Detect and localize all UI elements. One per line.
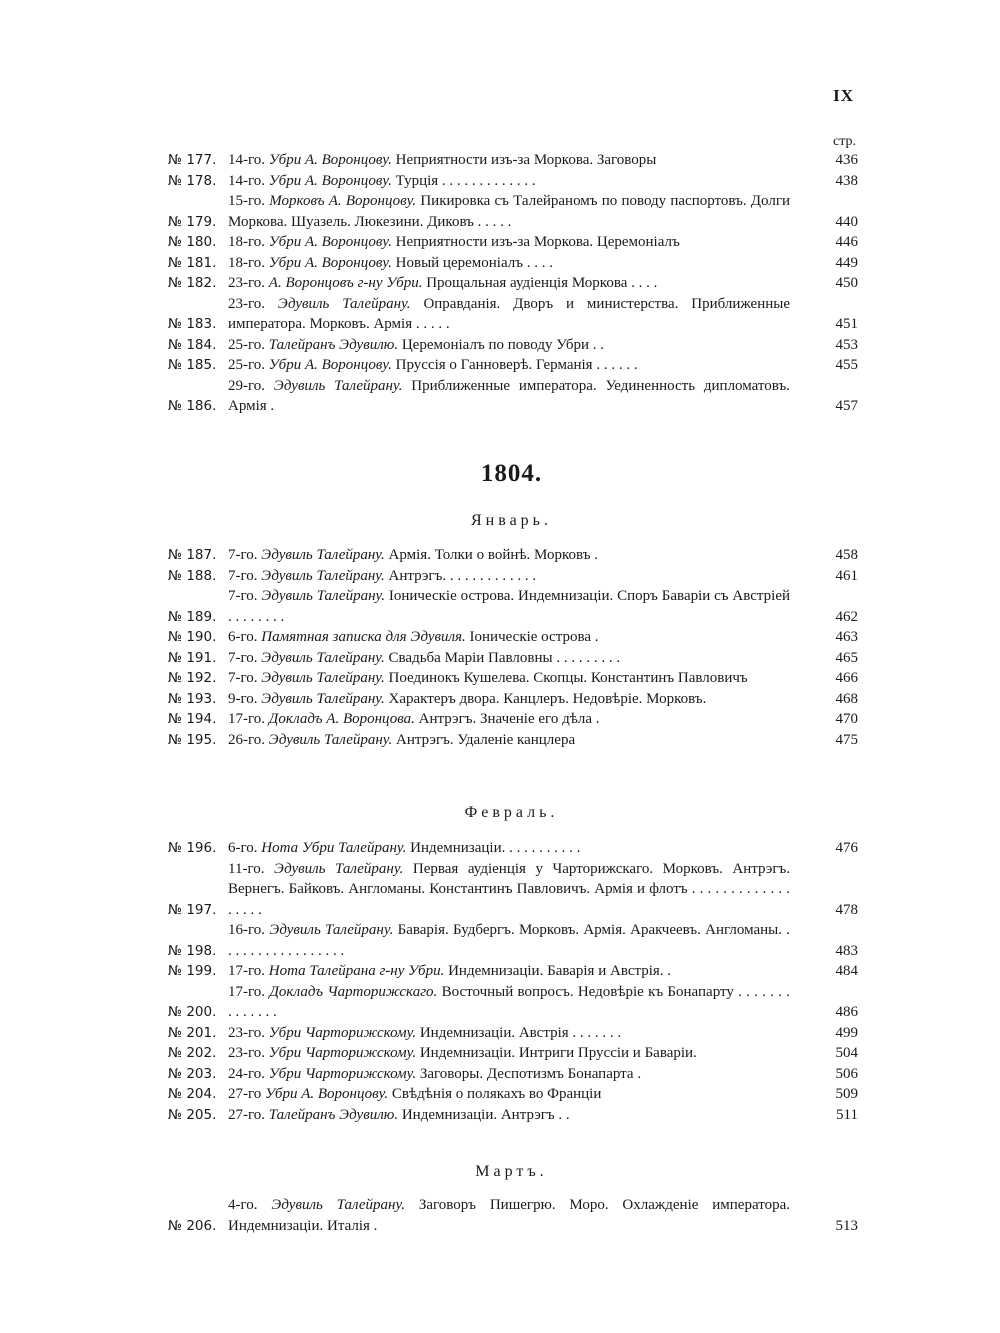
entry-page: 486 <box>835 1004 858 1020</box>
entry-correspondents: Эдувиль Талейрану. <box>274 860 404 877</box>
entry-number: № 205. <box>168 1106 217 1123</box>
entry-page: 446 <box>835 234 858 250</box>
toc-entry <box>168 545 858 566</box>
section-heading-january: Январь. <box>471 512 552 529</box>
toc-entry <box>168 355 858 376</box>
entry-description: Индемнизаціи. . . . . . . . . . . <box>410 840 581 856</box>
entry-description: Неприятности изъ-за Моркова. Церемоніалъ <box>395 234 680 250</box>
entry-description: Свадьба Маріи Павловны . . . . . . . . . <box>388 649 621 666</box>
entry-correspondents: Морковъ А. Воронцову. <box>269 193 417 209</box>
entry-date: 11-го. <box>228 860 265 877</box>
toc-entry <box>168 1084 858 1105</box>
entry-correspondents: Убри Чарторижскому. <box>268 1024 417 1041</box>
entry-description: Армія. Толки о войнѣ. Морковъ . <box>388 547 598 563</box>
entry-description: Характеръ двора. Канцлеръ. Недовѣріе. Морковъ. <box>388 690 707 707</box>
entry-date: 7-го. <box>228 588 258 604</box>
entry-date: 17-го. <box>228 983 266 1000</box>
toc-entry <box>168 253 858 274</box>
entry-description: Пикировка съ Талейраномъ по поводу паспортовъ. Долги Моркова. Шуазель. Люкезини. Диковъ . . . . . <box>228 193 790 230</box>
entry-description: Индемнизаціи. Антрэгъ . . <box>401 1106 570 1123</box>
entry-page: 499 <box>835 1024 858 1041</box>
year-heading: 1804. <box>480 460 543 487</box>
entry-page: 513 <box>835 1217 858 1234</box>
entry-number: № 193. <box>168 690 217 707</box>
toc-entry <box>168 838 858 859</box>
entry-number: № 178. <box>168 172 217 189</box>
entry-date: 23-го. <box>228 295 266 312</box>
entry-correspondents: Докладъ Чарторижскаго. <box>269 983 438 1000</box>
entry-page: 504 <box>835 1045 858 1061</box>
entry-correspondents: Убри А. Воронцову. <box>268 357 392 373</box>
toc-entry <box>168 982 858 1023</box>
entry-number: № 185. <box>168 357 217 373</box>
entry-page: 478 <box>835 901 858 918</box>
toc-entry <box>168 586 858 627</box>
toc-entry <box>168 1043 858 1064</box>
entry-description: Іоническіе острова . <box>469 629 599 645</box>
entry-date: 25-го. <box>228 336 266 353</box>
entry-number: № 194. <box>168 711 217 727</box>
toc-entry <box>168 191 858 232</box>
entry-page: 483 <box>835 942 858 959</box>
entry-page: 462 <box>835 608 858 625</box>
entry-page: 455 <box>835 357 858 373</box>
entry-page: 449 <box>835 254 858 271</box>
entry-description: Восточный вопросъ. Недовѣріе къ Бонапарту . . . . . . . . . . . . . . <box>228 983 791 1020</box>
entry-correspondents: Убри А. Воронцову. <box>268 152 392 168</box>
entry-date: 27-го <box>228 1086 262 1102</box>
entry-page: 438 <box>835 172 858 189</box>
entry-number: № 192. <box>168 670 217 686</box>
toc-entry <box>168 150 858 171</box>
entry-date: 14-го. <box>228 152 266 168</box>
entry-description: Антрэгъ. . . . . . . . . . . . . <box>388 567 537 584</box>
entry-correspondents: Памятная записка для Эдувиля. <box>261 629 466 645</box>
entry-page: 475 <box>835 731 858 748</box>
entry-correspondents: Талейранъ Эдувилю. <box>268 1106 399 1123</box>
entry-date: 16-го. <box>228 922 266 938</box>
toc-entry <box>168 376 858 417</box>
entry-number: № 179. <box>168 213 217 230</box>
entry-page: 461 <box>835 567 858 584</box>
entry-correspondents: Эдувиль Талейрану. <box>261 670 385 686</box>
toc-entry <box>168 668 858 689</box>
entry-page: 453 <box>835 336 858 353</box>
toc-entry <box>168 171 858 192</box>
entry-description: Заговоръ Пишегрю. Моро. Охлажденіе императора. Индемнизаціи. Италія . <box>228 1197 790 1234</box>
entry-date: 14-го. <box>228 172 266 189</box>
entry-date: 15-го. <box>228 193 266 209</box>
entry-correspondents: Убри А. Воронцову. <box>268 172 392 189</box>
entry-page: 450 <box>835 275 858 291</box>
entry-number: № 190. <box>168 629 217 645</box>
entry-number: № 201. <box>168 1024 217 1041</box>
entry-correspondents: Нота Убри Талейрану. <box>261 840 407 856</box>
section-heading-february: Февраль. <box>464 804 559 821</box>
entry-description: Индемнизаціи. Интриги Пруссіи и Баваріи. <box>419 1045 697 1061</box>
entry-correspondents: Убри А. Воронцову. <box>265 1086 389 1102</box>
entry-page: 468 <box>835 690 858 707</box>
entry-correspondents: Убри А. Воронцову. <box>268 234 392 250</box>
entry-description: Неприятности изъ-за Моркова. Заговоры <box>395 152 657 168</box>
entry-date: 9-го. <box>228 690 258 707</box>
entry-number: № 196. <box>168 840 217 856</box>
entry-description: Баварія. Будбергъ. Морковъ. Армія. Аракчеевъ. Англоманы. . . . . . . . . . . . . . . . . . <box>228 922 791 959</box>
entry-description: Церемоніалъ по поводу Убри . . <box>401 336 605 353</box>
entry-description: Поединокъ Кушелева. Скопцы. Константинъ Павловичъ <box>388 670 748 686</box>
page-number: IX <box>833 86 854 105</box>
entry-page: 511 <box>836 1106 858 1123</box>
entry-page: 463 <box>835 629 858 645</box>
toc-entry <box>168 689 858 710</box>
entry-date: 29-го. <box>228 377 266 394</box>
toc-entry <box>168 961 858 982</box>
toc-entry <box>168 648 858 669</box>
entry-page: 451 <box>835 316 858 332</box>
entry-date: 18-го. <box>228 254 266 271</box>
entry-number: № 181. <box>168 254 217 271</box>
entry-correspondents: Талейранъ Эдувилю. <box>268 336 399 353</box>
entry-date: 26-го. <box>228 731 266 748</box>
entry-correspondents: Нота Талейрана г-ну Убри. <box>268 963 445 979</box>
entry-correspondents: Эдувиль Талейрану. <box>268 731 393 748</box>
entry-correspondents: Эдувиль Талейрану. <box>269 922 394 938</box>
entry-page: 466 <box>835 670 858 686</box>
entry-description: Іоническіе острова. Индемнизаціи. Споръ Баваріи съ Австріей . . . . . . . . <box>228 588 791 625</box>
entry-correspondents: Докладъ А. Воронцова. <box>268 711 415 727</box>
entry-date: 7-го. <box>228 649 258 666</box>
entry-number: № 199. <box>168 963 217 979</box>
entry-description: Прощальная аудіенція Моркова . . . . <box>426 275 658 291</box>
entry-description: Первая аудіенція у Чарторижскаго. Морковъ. Антрэгъ. Вернегъ. Байковъ. Англоманы. Константинъ Павловичъ. Армія и флотъ . . . . . . . . . . . . . . . . . . <box>228 860 790 918</box>
entry-description: Оправданія. Дворъ и министерства. Приближенные императора. Морковъ. Армія . . . . . <box>228 295 791 332</box>
entry-description: Приближенные императора. Уединенность дипломатовъ. Армія . <box>228 377 791 414</box>
entry-correspondents: Убри Чарторижскому. <box>268 1045 417 1061</box>
entry-description: Индемнизаціи. Австрія . . . . . . . <box>419 1024 622 1041</box>
entry-number: № 186. <box>168 398 217 414</box>
entry-date: 17-го. <box>228 963 266 979</box>
entry-description: Антрэгъ. Значеніе его дѣла . <box>418 711 600 727</box>
entry-date: 6-го. <box>228 840 258 856</box>
entry-number: № 182. <box>168 275 217 291</box>
entry-number: № 203. <box>168 1065 217 1082</box>
toc-entry <box>168 859 858 921</box>
entry-page: 476 <box>835 840 858 856</box>
entry-date: 7-го. <box>228 670 258 686</box>
entry-description: Заговоры. Деспотизмъ Бонапарта . <box>419 1065 642 1082</box>
entry-number: № 198. <box>168 942 217 959</box>
entry-number: № 184. <box>168 336 217 353</box>
entry-date: 24-го. <box>228 1065 266 1082</box>
entry-date: 6-го. <box>228 629 258 645</box>
entry-correspondents: Эдувиль Талейрану. <box>271 1197 405 1213</box>
entry-description: Пруссія о Ганноверѣ. Германія . . . . . . <box>395 357 638 373</box>
entry-list-march <box>168 1195 858 1236</box>
toc-entry <box>168 273 858 294</box>
entry-page: 509 <box>835 1086 858 1102</box>
entry-page: 436 <box>835 152 858 168</box>
entry-description: Индемнизаціи. Баварія и Австрія. . <box>448 963 672 979</box>
toc-entry <box>168 730 858 751</box>
entry-date: 18-го. <box>228 234 266 250</box>
entry-page: 457 <box>835 398 858 414</box>
entry-number: № 206. <box>168 1217 217 1234</box>
entry-page: 440 <box>835 213 858 230</box>
entry-date: 7-го. <box>228 567 258 584</box>
entry-number: № 197. <box>168 901 217 918</box>
entry-correspondents: Эдувиль Талейрану. <box>261 547 385 563</box>
entry-description: Свѣдѣнія о полякахъ во Франціи <box>391 1086 602 1102</box>
toc-entry <box>168 294 858 335</box>
toc-entry <box>168 1023 858 1044</box>
entry-number: № 187. <box>168 547 217 563</box>
entry-correspondents: А. Воронцовъ г-ну Убри. <box>268 275 423 291</box>
entry-list-february <box>168 838 858 1125</box>
entry-number: № 204. <box>168 1086 217 1102</box>
entry-date: 17-го. <box>228 711 266 727</box>
toc-entry <box>168 709 858 730</box>
entry-date: 23-го. <box>228 1024 266 1041</box>
entry-page: 465 <box>835 649 858 666</box>
toc-entry <box>168 1064 858 1085</box>
toc-entry <box>168 566 858 587</box>
toc-entry <box>168 920 858 961</box>
entry-correspondents: Эдувиль Талейрану. <box>261 588 385 604</box>
section-heading-march: Мартъ. <box>475 1163 548 1180</box>
entry-number: № 202. <box>168 1045 217 1061</box>
entry-correspondents: Убри Чарторижскому. <box>268 1065 417 1082</box>
entry-date: 7-го. <box>228 547 258 563</box>
entry-correspondents: Эдувиль Талейрану. <box>277 295 411 312</box>
entry-number: № 195. <box>168 731 217 748</box>
entry-number: № 200. <box>168 1004 217 1020</box>
entry-correspondents: Эдувиль Талейрану. <box>273 377 403 394</box>
entry-date: 27-го. <box>228 1106 266 1123</box>
entry-number: № 183. <box>168 316 217 332</box>
entry-number: № 188. <box>168 567 217 584</box>
entry-list-january <box>168 545 858 750</box>
entry-description: Турція . . . . . . . . . . . . . <box>395 172 536 189</box>
entry-page: 458 <box>835 547 858 563</box>
entry-date: 23-го. <box>228 275 266 291</box>
entry-number: № 177. <box>168 152 217 168</box>
entry-correspondents: Убри А. Воронцову. <box>268 254 392 271</box>
entry-page: 484 <box>835 963 858 979</box>
entry-description: Антрэгъ. Удаленіе канцлера <box>396 731 576 748</box>
toc-entry <box>168 627 858 648</box>
entry-number: № 189. <box>168 608 217 625</box>
entry-correspondents: Эдувиль Талейрану. <box>261 567 385 584</box>
toc-entry <box>168 1105 858 1126</box>
entry-date: 4-го. <box>228 1197 258 1213</box>
toc-entry <box>168 232 858 253</box>
entry-list-1803 <box>168 150 858 417</box>
entry-number: № 191. <box>168 649 217 666</box>
entry-correspondents: Эдувиль Талейрану. <box>261 649 385 666</box>
entry-number: № 180. <box>168 234 217 250</box>
entry-date: 25-го. <box>228 357 266 373</box>
toc-entry <box>168 335 858 356</box>
toc-entry <box>168 1195 858 1236</box>
entry-correspondents: Эдувиль Талейрану. <box>261 690 385 707</box>
entry-page: 506 <box>835 1065 858 1082</box>
entry-page: 470 <box>835 711 858 727</box>
page-column-header: стр. <box>832 134 856 149</box>
entry-date: 23-го. <box>228 1045 266 1061</box>
entry-description: Новый церемоніалъ . . . . <box>395 254 553 271</box>
